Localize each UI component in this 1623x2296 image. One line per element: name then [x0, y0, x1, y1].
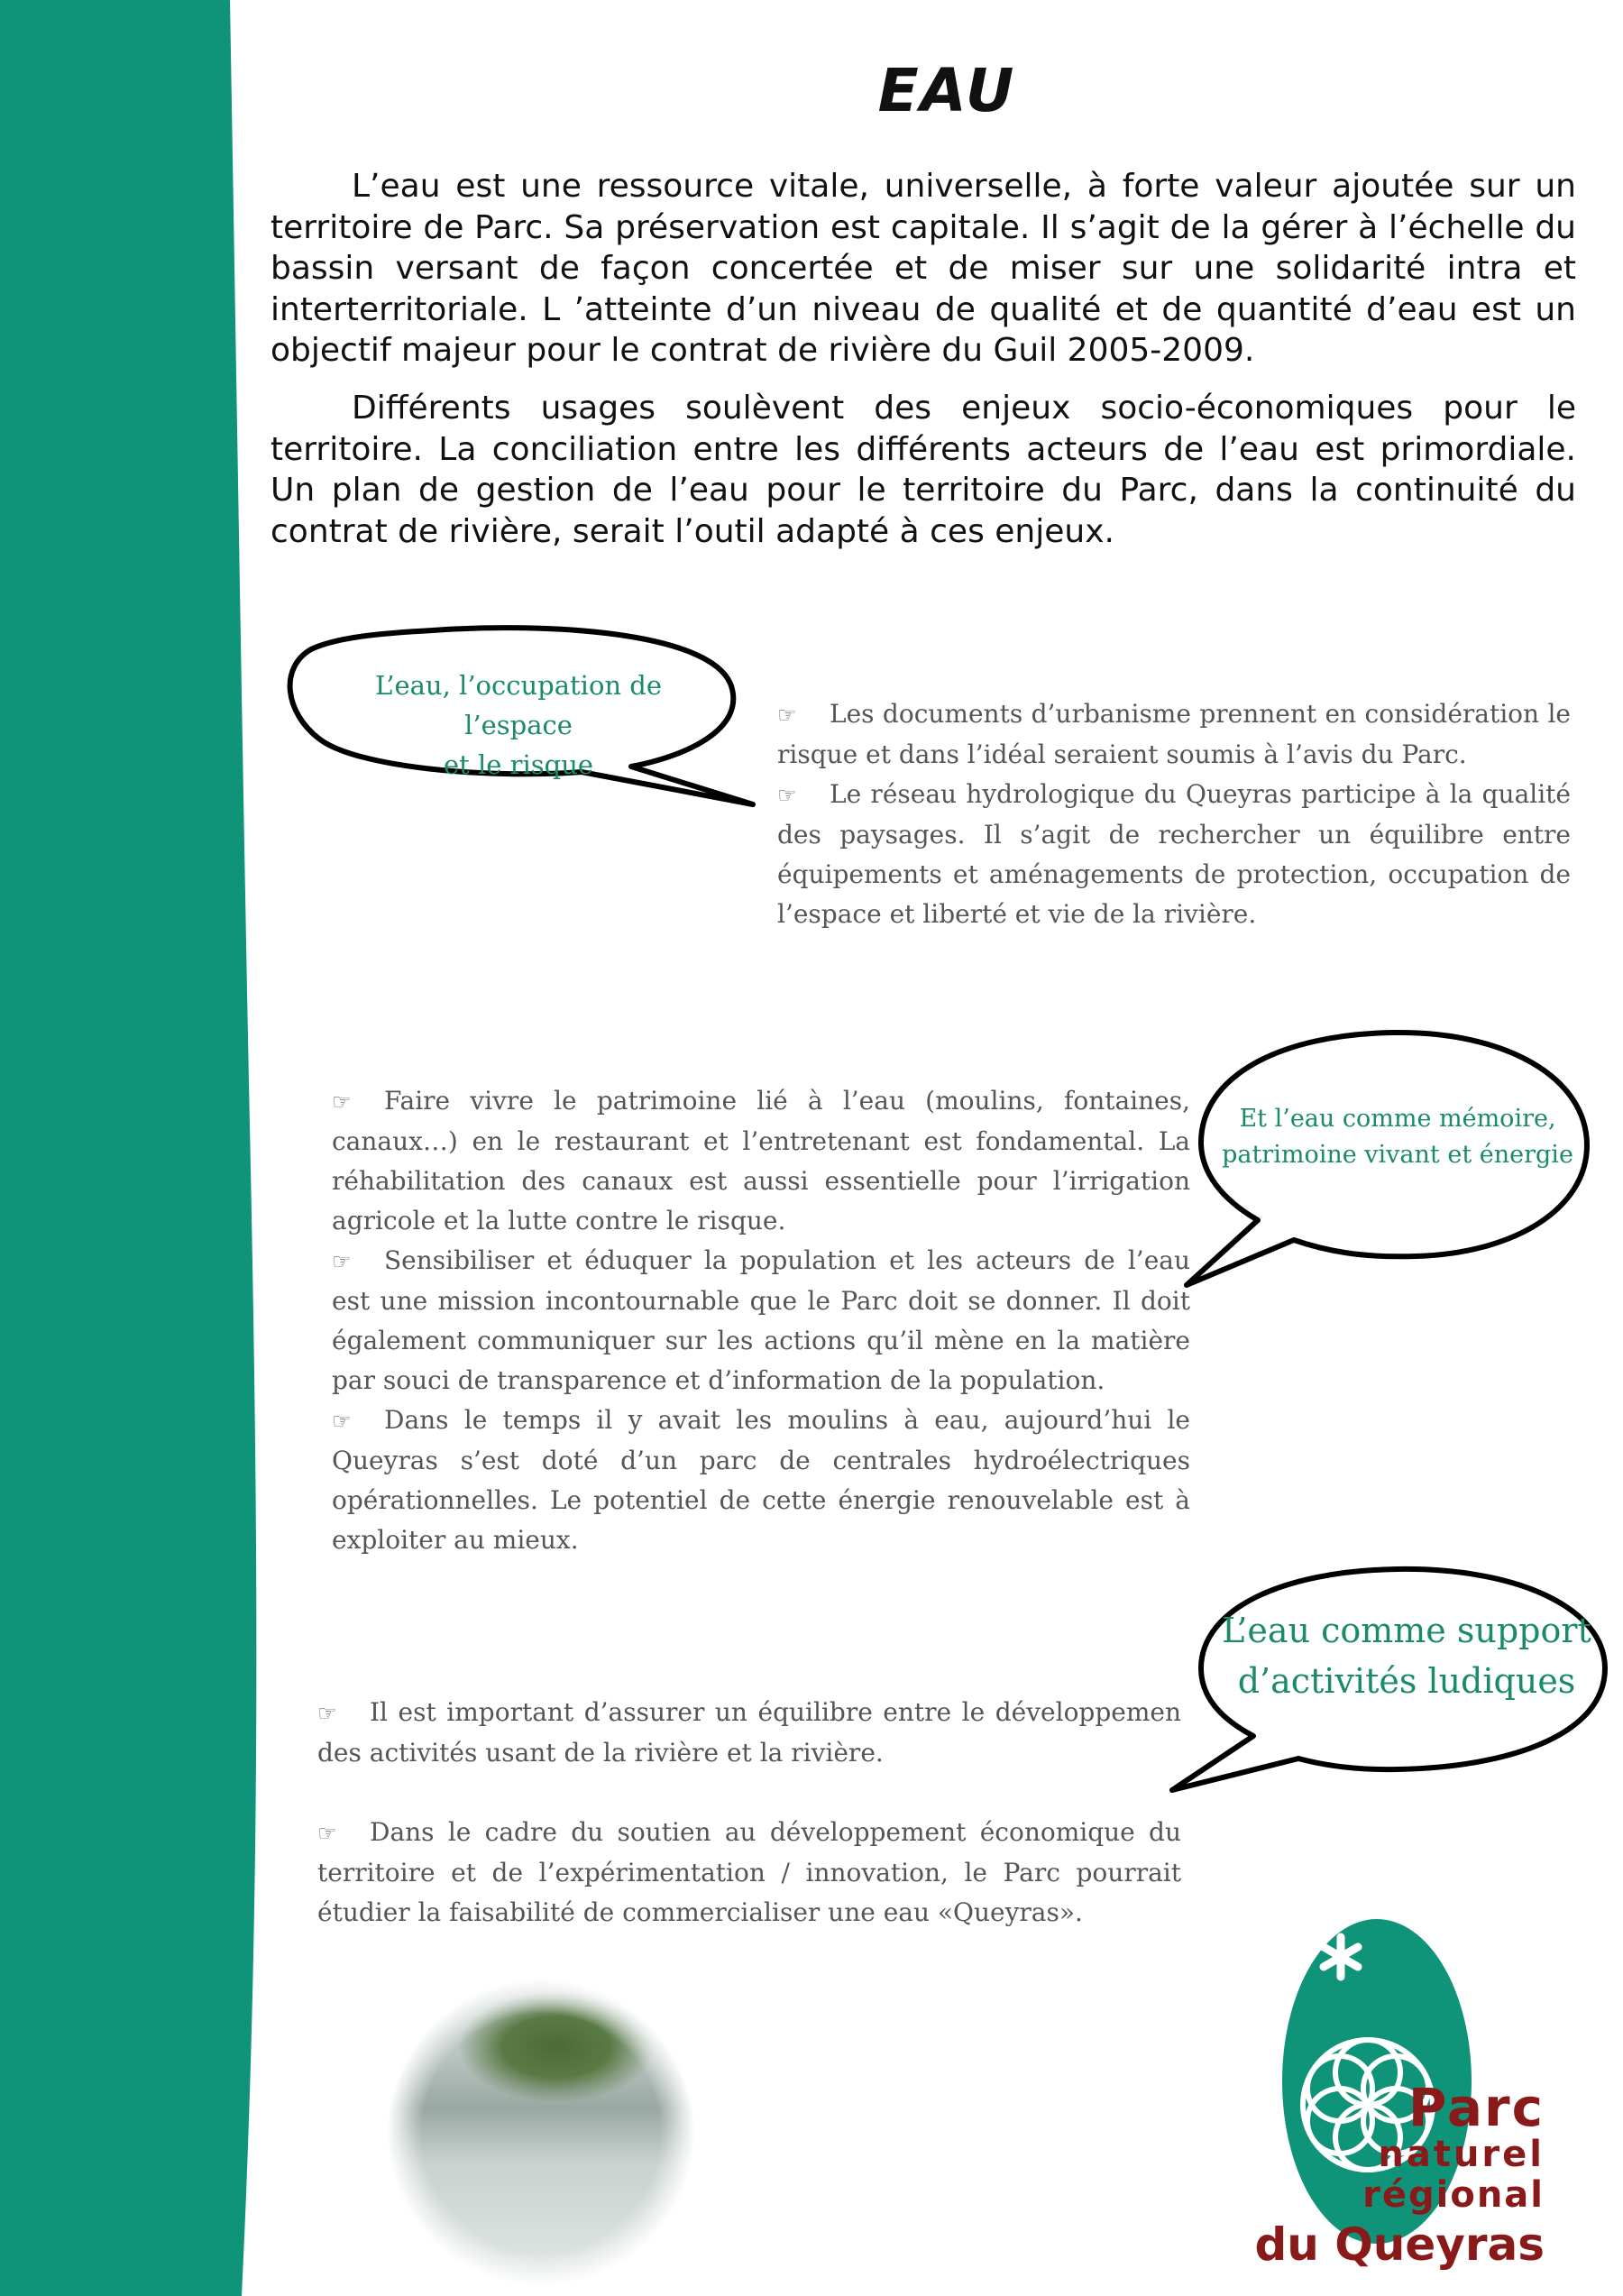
speech-bubble-risk — [275, 613, 762, 807]
bubble-line-1: Et l’eau comme mémoire, — [1239, 1105, 1556, 1133]
speech-bubble-leisure — [1163, 1551, 1614, 1795]
bullet-list-heritage — [332, 1081, 1190, 1560]
logo-line-2: naturel — [1378, 2134, 1545, 2175]
bullet-item: ☞ Dans le cadre du soutien au développement économique du territoire et de l’expérimentation / innovation, le Parc pourrait étudier la faisabilité de commercialiser une eau «Queyras». — [317, 1813, 1181, 1933]
bubble-line-2: patrimoine vivant et énergie — [1222, 1141, 1573, 1169]
park-logo — [1254, 1901, 1555, 2289]
pointing-hand-icon: ☞ — [777, 703, 797, 728]
bullet-item: ☞ Faire vivre le patrimoine lié à l’eau (moulins, fontaines, canaux…) en le restaurant et l’entretenant est fondamental. La réhabilitation des canaux est aussi essentielle pour l’irrigation agricole et la lutte contre le risque. — [332, 1081, 1190, 1241]
bullet-list-risk — [777, 694, 1571, 934]
pointing-hand-icon: ☞ — [317, 1701, 337, 1726]
pointing-hand-icon: ☞ — [332, 1409, 352, 1434]
green-sidebar — [0, 0, 270, 2296]
bullet-list-leisure — [317, 1693, 1181, 1933]
bullet-item: ☞ Dans le temps il y avait les moulins à eau, aujourd’hui le Queyras s’est doté d’un parc de centrales hydroélectriques opérationnelles. Le potentiel de cette énergie renouvelable est à exploiter au mieux. — [332, 1401, 1190, 1560]
bubble-line-1: L’eau comme support — [1222, 1611, 1591, 1650]
page-title: EAU — [877, 56, 1016, 125]
speech-bubble-heritage — [1181, 1015, 1605, 1303]
bubble-line-1: L’eau, l’occupation de l’espace — [374, 670, 663, 740]
river-photo — [388, 1979, 694, 2286]
intro-paragraph-1: L’eau est une ressource vitale, universelle, à forte valeur ajoutée sur un territoire de Parc. Sa préservation est capitale. Il s’agit de la gérer à l’échelle du bassin versant de façon concertée et de miser sur une solidarité intra et interterritoriale. L ’atteinte d’un niveau de qualité et de quantité d’eau est un objectif majeur pour le contrat de rivière du Guil 2005-2009. — [270, 168, 1576, 369]
pointing-hand-icon: ☞ — [332, 1089, 352, 1115]
logo-line-1: Parc — [1408, 2077, 1545, 2138]
logo-line-4: du Queyras — [1254, 2218, 1545, 2271]
bullet-item: ☞ Les documents d’urbanisme prennent en considération le risque et dans l’idéal seraient soumis à l’avis du Parc. — [777, 694, 1571, 775]
pointing-hand-icon: ☞ — [777, 783, 797, 808]
bullet-item: ☞ Sensibiliser et éduquer la population et les acteurs de l’eau est une mission incontournable que le Parc doit se donner. Il doit également communiquer sur les actions qu’il mène en la matière par souci de transparence et d’information de la population. — [332, 1241, 1190, 1401]
logo-line-3: régional — [1362, 2174, 1545, 2216]
bubble-line-2: d’activités ludiques — [1237, 1661, 1576, 1701]
pointing-hand-icon: ☞ — [332, 1249, 352, 1274]
bullet-item: ☞ Il est important d’assurer un équilibre entre le développemen des activités usant de la rivière et la rivière. — [317, 1693, 1181, 1773]
bullet-item: ☞ Le réseau hydrologique du Queyras participe à la qualité des paysages. Il s’agit de rechercher un équilibre entre équipements et aménagements de protection, occupation de l’espace et liberté et vie de la rivière. — [777, 775, 1571, 934]
pointing-hand-icon: ☞ — [317, 1821, 337, 1846]
bubble-line-2: et le risque — [443, 749, 594, 780]
intro-paragraph-2: Différents usages soulèvent des enjeux socio-économiques pour le territoire. La conciliation entre les différents acteurs de l’eau est primordiale. Un plan de gestion de l’eau pour le territoire du Parc, dans la continuité du contrat de rivière, serait l’outil adapté à ces enjeux. — [270, 390, 1576, 550]
